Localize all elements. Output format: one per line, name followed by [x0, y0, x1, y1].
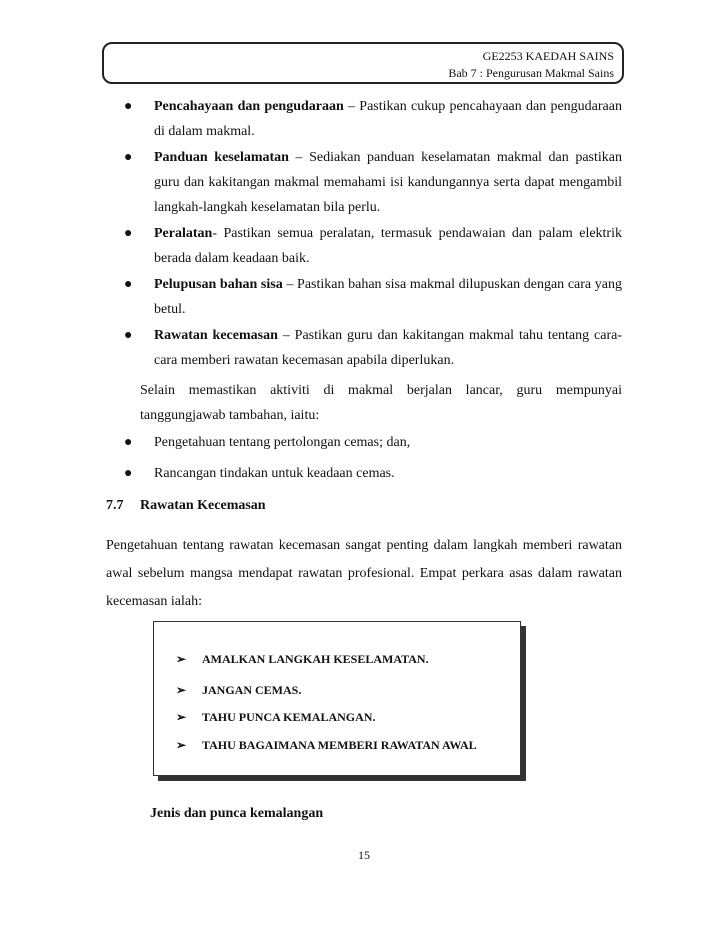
callout-item-text: AMALKAN LANGKAH KESELAMATAN. — [202, 652, 429, 666]
bullet-icon: ● — [124, 277, 133, 292]
list-item-term: Pelupusan bahan sisa — [154, 277, 283, 292]
callout-item — [176, 652, 429, 667]
list-item-text: – Pastikan guru dan kakitangan makmal tahu tentang cara-cara memberi rawatan kecemasan apabila diperlukan. — [154, 328, 622, 368]
callout-item-text: JANGAN CEMAS. — [202, 683, 302, 697]
list-item-term: Rawatan kecemasan — [154, 328, 278, 343]
header-course-code: GE2253 KAEDAH SAINS — [482, 49, 614, 63]
callout-box — [153, 621, 521, 776]
bullet-icon: ● — [124, 466, 133, 481]
list-item — [118, 221, 622, 271]
bullet-icon: ● — [124, 226, 133, 241]
list-item-text: – Sediakan panduan keselamatan makmal dan pastikan guru dan kakitangan makmal memahami isi kandungannya serta dapat mengambil langkah-langkah keselamatan bila perlu. — [154, 150, 622, 215]
callout-item — [176, 738, 477, 753]
bullet-icon: ● — [124, 435, 133, 450]
list-item — [118, 272, 622, 322]
callout-item — [176, 710, 375, 725]
list-item — [118, 145, 622, 220]
list-item-text: Pengetahuan tentang pertolongan cemas; dan, — [154, 435, 411, 450]
callout-item-text: TAHU PUNCA KEMALANGAN. — [202, 710, 376, 724]
arrow-bullet-icon: ➢ — [176, 738, 187, 752]
list-item — [118, 94, 622, 144]
callout-item — [176, 683, 301, 698]
list-item — [118, 430, 622, 455]
list-item — [118, 323, 622, 373]
list-item-text: Rancangan tindakan untuk keadaan cemas. — [154, 466, 395, 481]
requirements-list — [118, 94, 622, 374]
arrow-bullet-icon: ➢ — [176, 710, 187, 724]
list-item-text: – Pastikan bahan sisa makmal dilupuskan dengan cara yang betul. — [154, 277, 622, 317]
page-header — [102, 42, 624, 84]
list-item-term: Pencahayaan dan pengudaraan — [154, 99, 344, 114]
arrow-bullet-icon: ➢ — [176, 683, 187, 697]
section-paragraph: Pengetahuan tentang rawatan kecemasan sangat penting dalam langkah memberi rawatan awal sebelum mangsa mendapat rawatan profesional. Empat perkara asas dalam rawatan kecemasan ialah: — [106, 538, 622, 609]
list-item-term: Panduan keselamatan — [154, 150, 289, 165]
header-chapter: Bab 7 : Pengurusan Makmal Sains — [448, 66, 614, 80]
section-number: 7.7 — [106, 498, 124, 513]
subheading: Jenis dan punca kemalangan — [150, 806, 324, 821]
extra-duties-list — [118, 430, 622, 487]
list-item-text: – Pastikan cukup pencahayaan dan pengudaraan di dalam makmal. — [154, 99, 622, 139]
list-item-text: - Pastikan semua peralatan, termasuk pendawaian dan palam elektrik berada dalam keadaan baik. — [154, 226, 622, 266]
bullet-icon: ● — [124, 328, 133, 343]
list-item — [118, 461, 622, 486]
section-title: Rawatan Kecemasan — [140, 498, 266, 513]
callout-item-text: TAHU BAGAIMANA MEMBERI RAWATAN AWAL — [202, 738, 477, 752]
bullet-icon: ● — [124, 99, 133, 114]
section-heading — [106, 498, 266, 514]
list-item-term: Peralatan — [154, 226, 213, 241]
page-number: 15 — [358, 848, 370, 862]
intro-paragraph: Selain memastikan aktiviti di makmal berjalan lancar, guru mempunyai tanggungjawab tambahan, iaitu: — [140, 383, 622, 423]
bullet-icon: ● — [124, 150, 133, 165]
arrow-bullet-icon: ➢ — [176, 652, 187, 666]
